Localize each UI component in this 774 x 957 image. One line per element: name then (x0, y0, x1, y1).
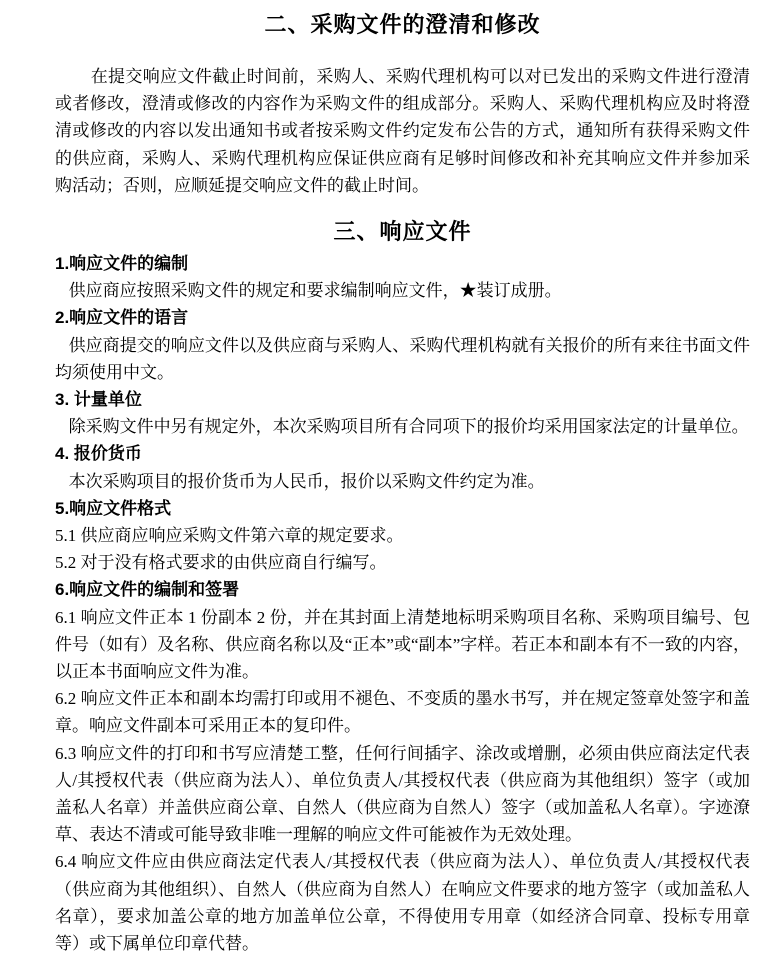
clause-6-subitem-2: 6.2 响应文件正本和副本均需打印或用不褪色、不变质的墨水书写，并在规定签章处签字和盖章。响应文件副本可采用正本的复印件。 (55, 689, 750, 736)
clause-2-heading: 2.响应文件的语言 (55, 308, 189, 328)
clause-3-heading: 3. 计量单位 (55, 390, 142, 410)
clause-3-paragraph: 除采购文件中另有规定外，本次采购项目所有合同项下的报价均采用国家法定的计量单位。 (68, 417, 749, 437)
clause-6-subitem-4: 6.4 响应文件应由供应商法定代表人/其授权代表（供应商为法人）、单位负责人/其授权代表（供应商为其他组织）、自然人（供应商为自然人）在响应文件要求的地方签字（或加盖私人名章），要求加盖公章的地方加盖单位公章，不得使用专用章（如经济合同章、投标专用章等）或下属单位印章代替。 (55, 852, 750, 954)
clause-5-subitem-2: 5.2 对于没有格式要求的由供应商自行编写。 (55, 553, 387, 573)
section-3-title: 三、响应文件 (333, 219, 472, 245)
clause-5-heading: 5.响应文件格式 (55, 498, 172, 518)
clause-6-subitem-3: 6.3 响应文件的打印和书写应清楚工整，任何行间插字、涂改或增删，必须由供应商法定代表人/其授权代表（供应商为法人）、单位负责人/其授权代表（供应商为其他组织）签字（或加盖私人名章）并盖供应商公章、自然人（供应商为自然人）签字（或加盖私人名章）。字迹潦草、表达不清或可能导致非唯一理解的响应文件可能被作为无效处理。 (55, 743, 750, 845)
clause-6-subitem-1: 6.1 响应文件正本 1 份副本 2 份，并在其封面上清楚地标明采购项目名称、采购项目编号、包件号（如有）及名称、供应商名称以及“正本”或“副本”字样。若正本和副本有不一致的内容，以正本书面响应文件为准。 (55, 607, 750, 682)
clause-1-paragraph: 供应商应按照采购文件的规定和要求编制响应文件，★装订成册。 (68, 281, 562, 301)
section-2-title: 二、采购文件的澄清和修改 (264, 12, 541, 37)
clause-6-heading: 6.响应文件的编制和签署 (55, 580, 240, 600)
section-2-paragraph: 在提交响应文件截止时间前，采购人、采购代理机构可以对已发出的采购文件进行澄清或者修改，澄清或修改的内容作为采购文件的组成部分。采购人、采购代理机构应及时将澄清或修改的内容以发出通知书或者按采购文件约定发布公告的方式，通知所有获得采购文件的供应商，采购人、采购代理机构应保证供应商有足够时间修改和补充其响应文件并参加采购活动；否则，应顺延提交响应文件的截止时间。 (55, 67, 750, 195)
clause-2-paragraph: 供应商提交的响应文件以及供应商与采购人、采购代理机构就有关报价的所有来往书面文件均须使用中文。 (55, 335, 750, 382)
clause-1-heading: 1.响应文件的编制 (55, 254, 189, 274)
clause-4-heading: 4. 报价货币 (55, 444, 142, 464)
clause-5-subitem-1: 5.1 供应商应响应采购文件第六章的规定要求。 (55, 526, 404, 546)
clause-4-paragraph: 本次采购项目的报价货币为人民币，报价以采购文件约定为准。 (68, 471, 545, 491)
